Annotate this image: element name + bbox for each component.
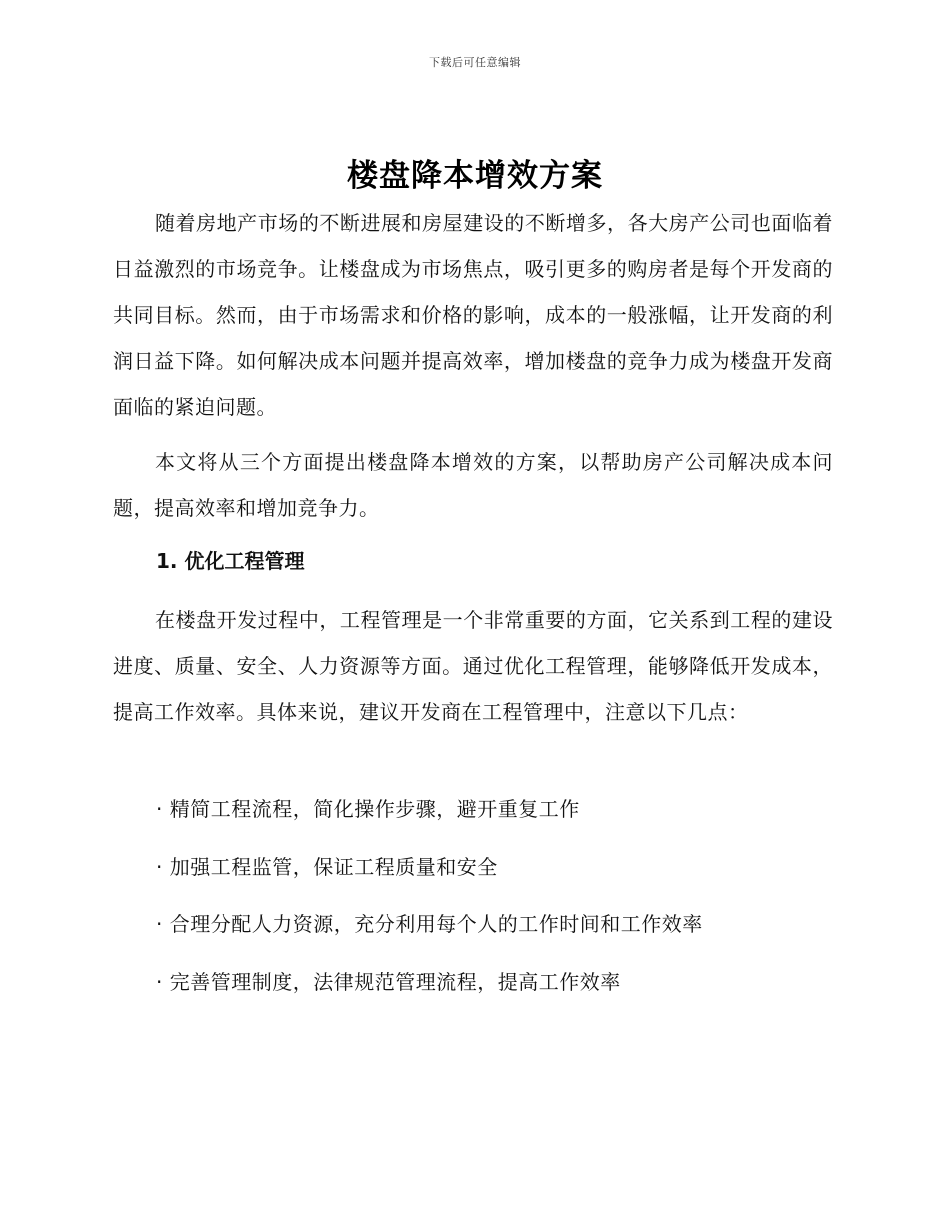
bullet-item: · 完善管理制度，法律规范管理流程，提高工作效率	[156, 970, 621, 994]
document-title: 楼盘降本增效方案	[347, 158, 603, 194]
bullet-item: · 精简工程流程，简化操作步骤，避开重复工作	[156, 797, 580, 821]
scope-paragraph: 本文将从三个方面提出楼盘降本增效的方案，以帮助房产公司解决成本问题，提高效率和增加竞争力。	[113, 450, 833, 520]
section-paragraph: 在楼盘开发过程中，工程管理是一个非常重要的方面，它关系到工程的建设进度、质量、安全、人力资源等方面。通过优化工程管理，能够降低开发成本，提高工作效率。具体来说，建议开发商在工程管理中，注意以下几点：	[113, 608, 833, 724]
intro-paragraph: 随着房地产市场的不断进展和房屋建设的不断增多，各大房产公司也面临着日益激烈的市场竞争。让楼盘成为市场焦点，吸引更多的购房者是每个开发商的共同目标。然而，由于市场需求和价格的影响，成本的一般涨幅，让开发商的利润日益下降。如何解决成本问题并提高效率，增加楼盘的竞争力成为楼盘开发商面临的紧迫问题。	[113, 211, 833, 419]
bullet-item: · 加强工程监管，保证工程质量和安全	[156, 855, 498, 879]
bullet-item: · 合理分配人力资源，充分利用每个人的工作时间和工作效率	[156, 912, 703, 936]
header-note: 下载后可任意编辑	[429, 56, 521, 69]
section-heading: 1. 优化工程管理	[156, 549, 305, 573]
